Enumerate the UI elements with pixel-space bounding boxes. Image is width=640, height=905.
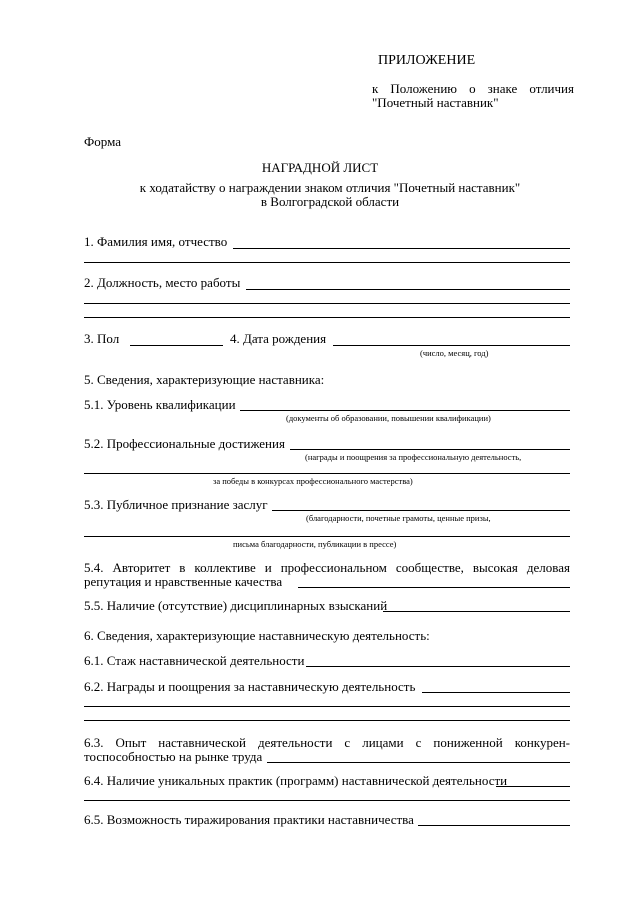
- field-label-authority-line2: репутация и нравственные качества: [84, 574, 283, 589]
- appendix-ref-line2: "Почетный наставник": [372, 95, 499, 110]
- appendix-title: ПРИЛОЖЕНИЕ: [378, 53, 476, 68]
- document-subtitle-line2: в Волгоградской области: [260, 194, 400, 209]
- field-label-birth-date: 4. Дата рождения: [230, 331, 327, 346]
- professional-achievements-hint-1: (награды и поощрения за профессиональную деятельность,: [305, 452, 522, 462]
- mentoring-awards-input-line-2[interactable]: [84, 706, 570, 707]
- qualification-hint: (документы об образовании, повышении квалификации): [286, 413, 491, 423]
- appendix-ref-line1: к Положению о знаке отличия: [372, 81, 574, 96]
- field-label-gender: 3. Пол: [84, 331, 120, 346]
- position-input-line-2[interactable]: [84, 303, 570, 304]
- professional-achievements-hint-2: за победы в конкурсах профессионального мастерства): [213, 476, 413, 486]
- authority-input-line[interactable]: [298, 587, 570, 588]
- document-subtitle-line1: к ходатайству о награждении знаком отличия "Почетный наставник": [139, 180, 521, 195]
- field-label-professional-achievements: 5.2. Профессиональные достижения: [84, 436, 285, 451]
- disciplinary-input-line[interactable]: [383, 611, 570, 612]
- field-label-disciplinary: 5.5. Наличие (отсутствие) дисциплинарных взысканий: [84, 598, 388, 613]
- gender-input-line[interactable]: [130, 345, 223, 346]
- field-label-qualification: 5.1. Уровень квалификации: [84, 397, 236, 412]
- full-name-input-line[interactable]: [233, 248, 570, 249]
- field-label-low-competitiveness-line2: тоспособностью на рынке труда: [84, 749, 263, 764]
- professional-achievements-input-line-2[interactable]: [84, 473, 570, 474]
- field-label-unique-practices: 6.4. Наличие уникальных практик (программ) наставнической деятельности: [84, 773, 508, 788]
- birth-date-hint: (число, месяц, год): [420, 348, 489, 358]
- form-label: Форма: [84, 134, 121, 149]
- full-name-input-line-2[interactable]: [84, 262, 570, 263]
- mentoring-awards-input-line-3[interactable]: [84, 720, 570, 721]
- field-label-position: 2. Должность, место работы: [84, 275, 241, 290]
- position-input-line[interactable]: [246, 289, 570, 290]
- field-label-replication: 6.5. Возможность тиражирования практики наставничества: [84, 812, 414, 827]
- professional-achievements-input-line[interactable]: [290, 449, 570, 450]
- field-label-full-name: 1. Фамилия имя, отчество: [84, 234, 228, 249]
- mentoring-awards-input-line[interactable]: [422, 692, 570, 693]
- position-input-line-3[interactable]: [84, 317, 570, 318]
- public-recognition-input-line[interactable]: [272, 510, 570, 511]
- document-title: НАГРАДНОЙ ЛИСТ: [261, 160, 379, 175]
- mentoring-experience-input-line[interactable]: [306, 666, 570, 667]
- public-recognition-hint-2: письма благодарности, публикации в прессе): [233, 539, 397, 549]
- section-6-heading: 6. Сведения, характеризующие наставническую деятельность:: [84, 628, 430, 643]
- unique-practices-input-line-2[interactable]: [84, 800, 570, 801]
- field-label-low-competitiveness-line1: 6.3. Опыт наставнической деятельности с лицами с пониженной конкурен-: [84, 735, 570, 750]
- field-label-mentoring-awards: 6.2. Награды и поощрения за наставническую деятельность: [84, 679, 416, 694]
- public-recognition-input-line-2[interactable]: [84, 536, 570, 537]
- public-recognition-hint-1: (благодарности, почетные грамоты, ценные призы,: [306, 513, 491, 523]
- qualification-input-line[interactable]: [240, 410, 570, 411]
- field-label-mentoring-experience: 6.1. Стаж наставнической деятельности: [84, 653, 305, 668]
- birth-date-input-line[interactable]: [333, 345, 570, 346]
- field-label-public-recognition: 5.3. Публичное признание заслуг: [84, 497, 268, 512]
- field-label-authority-line1: 5.4. Авторитет в коллективе и профессиональном сообществе, высокая деловая: [84, 560, 570, 575]
- unique-practices-input-line[interactable]: [496, 786, 570, 787]
- low-competitiveness-input-line[interactable]: [267, 762, 570, 763]
- section-5-heading: 5. Сведения, характеризующие наставника:: [84, 372, 325, 387]
- replication-input-line[interactable]: [418, 825, 570, 826]
